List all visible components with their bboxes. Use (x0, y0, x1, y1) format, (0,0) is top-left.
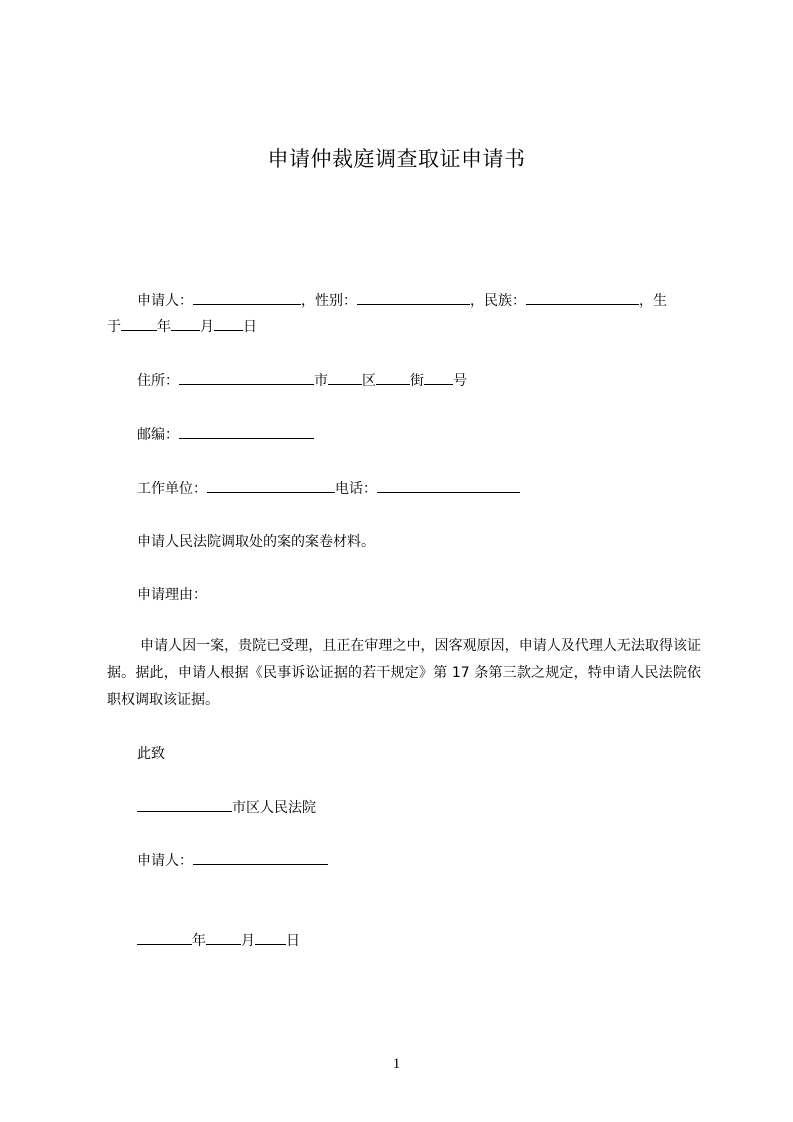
phone-label: 电话： (335, 481, 377, 497)
reason-label: 申请理由： (137, 587, 207, 603)
ethnicity-blank[interactable] (526, 290, 639, 305)
applicant-label: 申请人： (137, 293, 193, 309)
postcode-label: 邮编： (137, 427, 179, 443)
date-day-label: 日 (286, 933, 300, 949)
district-blank[interactable] (376, 370, 410, 385)
date-month-label: 月 (241, 933, 255, 949)
gender-label: ，性别： (301, 293, 357, 309)
city-label: 市 (314, 373, 328, 389)
date-year-label: 年 (192, 933, 206, 949)
postcode-line (137, 424, 314, 446)
work-unit-label: 工作单位： (137, 481, 207, 497)
signature-blank[interactable] (193, 850, 328, 865)
request-text: 申请人民法院调取处的案的案卷材料。 (137, 534, 375, 550)
street-label: 街 (410, 373, 424, 389)
work-line (137, 478, 520, 500)
reason-body: 申请人因一案，贵院已受理，且正在审理之中，因客观原因，申请人及代理人无法取得该证据。据此，申请人根据《民事诉讼证据的若干规定》第 17 条第三款之规定，特申请人民法院依职权调取该证据。 (107, 638, 701, 708)
court-city-blank[interactable] (137, 797, 232, 812)
district-label: 区 (362, 373, 376, 389)
birth-month-blank[interactable] (171, 316, 200, 331)
court-line (137, 797, 316, 819)
document-title: 申请仲裁庭调查取证申请书 (267, 147, 526, 171)
ethnicity-label: ，民族： (470, 293, 526, 309)
signature-line (137, 850, 328, 872)
born-label-part1: ，生 (639, 293, 667, 309)
address-line (137, 370, 467, 392)
city-blank[interactable] (328, 370, 362, 385)
day-label: 日 (243, 319, 257, 335)
number-label: 号 (453, 373, 467, 389)
born-label-part2: 于 (107, 319, 121, 335)
birth-date-line (107, 316, 257, 338)
court-suffix: 市区人民法院 (232, 800, 316, 816)
date-line (137, 930, 300, 952)
date-day-blank[interactable] (255, 930, 286, 945)
birth-year-blank[interactable] (121, 316, 157, 331)
closing-text: 此致 (137, 746, 165, 762)
date-year-blank[interactable] (137, 930, 192, 945)
month-label: 月 (200, 319, 214, 335)
applicant-info-line (137, 290, 667, 312)
applicant-name-blank[interactable] (193, 290, 301, 305)
address-label: 住所： (137, 373, 179, 389)
date-month-blank[interactable] (206, 930, 241, 945)
work-unit-blank[interactable] (207, 478, 335, 493)
street-blank[interactable] (424, 370, 453, 385)
gender-blank[interactable] (357, 290, 470, 305)
page-number: 1 (392, 1056, 401, 1072)
year-label: 年 (157, 319, 171, 335)
phone-blank[interactable] (377, 478, 520, 493)
birth-day-blank[interactable] (214, 316, 243, 331)
signature-label: 申请人： (137, 853, 193, 869)
postcode-blank[interactable] (179, 424, 314, 439)
address-blank[interactable] (179, 370, 314, 385)
